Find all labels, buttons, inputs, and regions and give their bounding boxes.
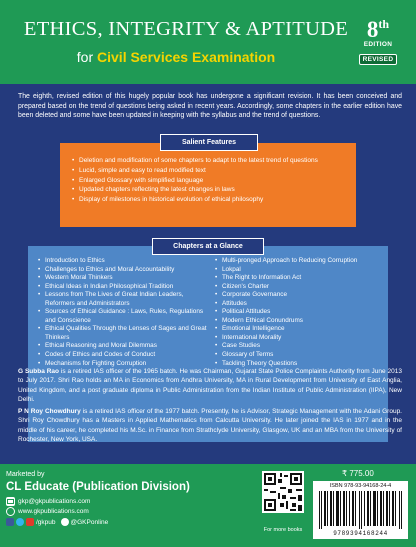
qr-code-graphic — [262, 471, 304, 513]
chapter-item: • Challenges to Ethics and Moral Accountability — [38, 266, 210, 275]
edition-number: 8 — [366, 17, 379, 42]
youtube-icon[interactable] — [26, 518, 34, 526]
subtitle-exam: Civil Services Examination — [97, 49, 276, 65]
marketed-by-label: Marketed by — [6, 471, 45, 478]
email-contact — [6, 497, 90, 506]
chapters-heading: Chapters at a Glance — [152, 238, 264, 255]
chapter-item: • Introduction to Ethics — [38, 257, 210, 266]
qr-code[interactable] — [262, 471, 304, 513]
facebook-icon[interactable] — [6, 518, 14, 526]
chapter-item: • Mechanisms for Fighting Corruption — [38, 360, 210, 369]
chapter-item: • Tackling Theory Questions — [215, 360, 383, 369]
subtitle-for: for — [76, 49, 94, 65]
at-icon — [61, 518, 69, 526]
chapter-item: • Ethical Reasoning and Moral Dilemmas — [38, 342, 210, 351]
chapter-item: • Ethical Ideas in Indian Philosophical Tradition — [38, 283, 210, 292]
social-handle[interactable]: /gkpub — [36, 518, 56, 526]
revised-badge: REVISED — [359, 54, 398, 65]
salient-feature-item: • Deletion and modification of some chapters to adapt to the latest trend of questions — [72, 156, 318, 166]
salient-feature-item: • Updated chapters reflecting the latest changes in laws — [72, 185, 318, 195]
salient-features-heading: Salient Features — [160, 134, 258, 151]
isbn-label: ISBN 978-93-94168-24-4 — [329, 483, 392, 489]
chapter-item: • Codes of Ethics and Codes of Conduct — [38, 351, 210, 360]
chapter-item: • Glossary of Terms — [215, 351, 383, 360]
website-link[interactable]: www.gkpublications.com — [18, 508, 89, 515]
publisher-name: CL Educate (Publication Division) — [6, 481, 190, 493]
salient-features-box — [60, 143, 356, 227]
chapter-item: • Citizen's Charter — [215, 283, 383, 292]
author-text-1: is a retired IAS officer of the 1965 batch. He was Chairman, Gujarat State Police Complaints Authority from June 2013 to July 2017. Shri Rao holds an MA in Economics from Andhra University, MA in Rural Development from University of East Anglia, United Kingdom, and a post graduate diploma in Public Administration from the Indian Institute of Public Administration (IIPA), New Delhi. — [18, 368, 402, 403]
chapter-item: • International Morality — [215, 334, 383, 343]
chapter-item: • Sources of Ethical Guidance : Laws, Rules, Regulations and Conscience — [38, 308, 210, 325]
price-label: ₹ 775.00 — [342, 469, 374, 478]
chapter-item: • Multi-pronged Approach to Reducing Corruption — [215, 257, 383, 266]
book-subtitle — [0, 49, 352, 65]
author-text-2: is a retired IAS officer of the 1977 batch. Presently, he is Advisor, Strategic Management with the Adani Group. Shri Roy Chowdhury has a Masters in Applied Mathematics from Calcutta University. He later joined the IAS in 1977 and in the middle of his career, he completed his M.Sc. in Finance from Strathclyde University, Glasgow, UK and an MBA from the University of Rochester, New York, USA. — [18, 408, 402, 444]
globe-icon — [6, 507, 15, 516]
social-handle-2[interactable]: @GKPonline — [70, 518, 109, 526]
chapter-item: • Lokpal — [215, 266, 383, 275]
edition-suffix: th — [378, 17, 390, 31]
edition-number-block — [356, 12, 400, 42]
edition-badge — [356, 12, 400, 66]
author-bio-1 — [18, 367, 402, 404]
chapter-item: • Corporate Governance — [215, 291, 383, 300]
email-link[interactable]: gkp@gkpublications.com — [18, 498, 91, 505]
chapter-item: • Attitudes — [215, 300, 383, 309]
social-links — [6, 518, 108, 526]
chapter-item: • Political Attitudes — [215, 308, 383, 317]
book-title: ETHICS, INTEGRITY & APTITUDE — [23, 18, 349, 40]
salient-feature-item: • Display of milestones in historical evolution of ethical philosophy — [72, 195, 318, 205]
footer — [0, 466, 416, 547]
chapter-item: • Case Studies — [215, 342, 383, 351]
intro-paragraph: The eighth, revised edition of this hugely popular book has undergone a significant revision. It has been conceived and prepared based on the trend of questions being asked in recent years. Accordingly, some chapters in the earlier edition have been deleted and some have been updated in keeping with the syllabus and the trend of questions. — [18, 93, 402, 120]
chapter-item: • The Right to Information Act — [215, 274, 383, 283]
barcode-number: 9789394168244 — [333, 530, 388, 537]
chapter-item: • Modern Ethical Conundrums — [215, 317, 383, 326]
chapter-item: • Emotional Intelligence — [215, 325, 383, 334]
twitter-icon[interactable] — [16, 518, 24, 526]
chapter-item: • Lessons from The Lives of Great Indian Leaders, Reformers and Administrators — [38, 291, 210, 308]
author-bio-2 — [18, 407, 402, 444]
chapters-list-right — [215, 257, 383, 368]
qr-caption: For more books — [263, 527, 303, 533]
barcode-box — [313, 481, 408, 539]
edition-label: EDITION — [363, 41, 393, 48]
mail-icon — [6, 497, 15, 506]
website-contact — [6, 507, 89, 516]
authors-section — [18, 367, 402, 447]
author-name-1: G Subba Rao — [18, 368, 60, 375]
salient-feature-item: • Lucid, simple and easy to read modified text — [72, 166, 318, 176]
chapter-item: • Western Moral Thinkers — [38, 274, 210, 283]
salient-feature-item: • Enlarged Glossary with simplified language — [72, 176, 318, 186]
chapter-item: • Ethical Qualities Through the Lenses of Sages and Great Thinkers — [38, 325, 210, 342]
author-name-2: P N Roy Chowdhury — [18, 408, 81, 416]
salient-features-list — [72, 156, 318, 205]
barcode-graphic — [319, 491, 402, 529]
chapters-list-left — [38, 257, 210, 368]
